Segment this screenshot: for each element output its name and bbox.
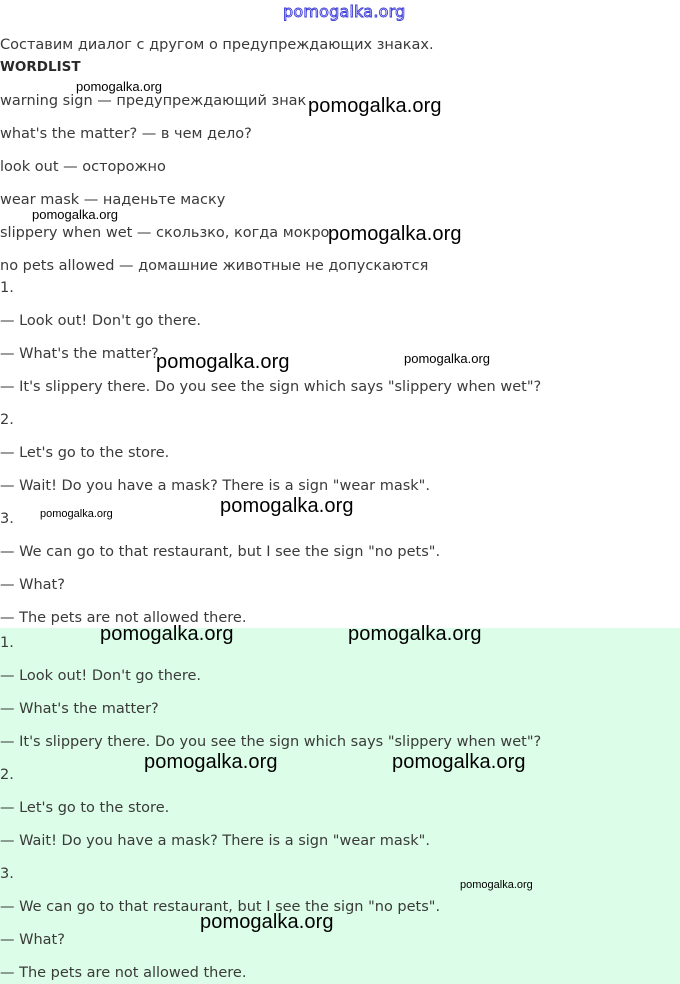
watermark: pomogalka.org xyxy=(308,95,442,117)
dialogue-number: 3. xyxy=(0,511,14,527)
watermark: pomogalka.org xyxy=(144,751,278,773)
answer-dialogue-line: — What? xyxy=(0,932,65,948)
answer-dialogue-number: 3. xyxy=(0,866,14,882)
answer-dialogue-line: — Wait! Do you have a mask? There is a sign "wear mask". xyxy=(0,833,430,849)
wordlist-heading: WORDLIST xyxy=(0,59,81,75)
dialogue-line: — It's slippery there. Do you see the sign which says "slippery when wet"? xyxy=(0,379,542,395)
answer-dialogue-line: — The pets are not allowed there. xyxy=(0,965,247,981)
answer-dialogue-number: 2. xyxy=(0,767,14,783)
dialogue-line: — What's the matter? xyxy=(0,346,159,362)
wordlist-item: what's the matter? — в чем дело? xyxy=(0,126,252,142)
wordlist-item: slippery when wet — скользко, когда мокро xyxy=(0,225,330,241)
dialogue-line: — Let's go to the store. xyxy=(0,445,170,461)
watermark: pomogalka.org xyxy=(328,223,462,245)
dialogue-number: 2. xyxy=(0,412,14,428)
answer-dialogue-line: — We can go to that restaurant, but I see the sign "no pets". xyxy=(0,899,441,915)
watermark: pomogalka.org xyxy=(200,911,334,933)
watermark: pomogalka.org xyxy=(220,495,354,517)
watermark: pomogalka.org xyxy=(32,207,118,222)
dialogue-line: — Look out! Don't go there. xyxy=(0,313,202,329)
answer-dialogue-line: — What's the matter? xyxy=(0,701,159,717)
dialogue-number: 1. xyxy=(0,280,14,296)
site-logo[interactable]: pomogalka.org xyxy=(283,2,406,21)
answer-dialogue-line: — Look out! Don't go there. xyxy=(0,668,202,684)
wordlist-item: warning sign — предупреждающий знак xyxy=(0,93,307,109)
watermark: pomogalka.org xyxy=(392,751,526,773)
watermark: pomogalka.org xyxy=(348,623,482,645)
watermark: pomogalka.org xyxy=(404,351,490,366)
dialogue-line: — We can go to that restaurant, but I see the sign "no pets". xyxy=(0,544,441,560)
wordlist-item: wear mask — наденьте маску xyxy=(0,192,226,208)
answer-dialogue-line: — Let's go to the store. xyxy=(0,800,170,816)
task-text: Составим диалог с другом о предупреждающих знаках. xyxy=(0,37,434,53)
answer-dialogue-number: 1. xyxy=(0,635,14,651)
watermark: pomogalka.org xyxy=(100,623,234,645)
site-header xyxy=(0,0,680,26)
watermark: pomogalka.org xyxy=(40,508,113,520)
answer-dialogue-line: — It's slippery there. Do you see the sign which says "slippery when wet"? xyxy=(0,734,542,750)
dialogue-line: — The pets are not allowed there. xyxy=(0,610,247,626)
watermark: pomogalka.org xyxy=(460,879,533,891)
watermark: pomogalka.org xyxy=(76,79,162,94)
wordlist-item: no pets allowed — домашние животные не допускаются xyxy=(0,258,429,274)
watermark: pomogalka.org xyxy=(156,351,290,373)
dialogue-line: — What? xyxy=(0,577,65,593)
dialogue-line: — Wait! Do you have a mask? There is a sign "wear mask". xyxy=(0,478,430,494)
wordlist-item: look out — осторожно xyxy=(0,159,166,175)
